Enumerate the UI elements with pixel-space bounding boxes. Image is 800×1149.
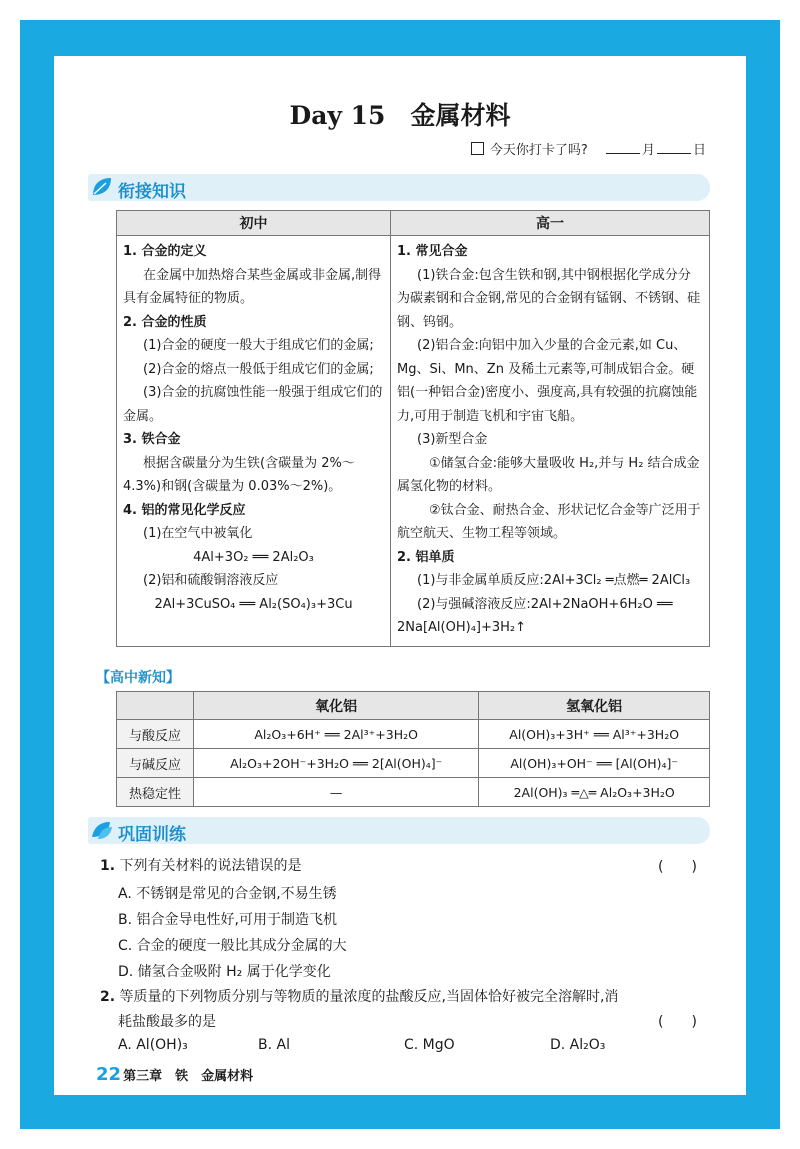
alumina-table <box>116 691 710 807</box>
content-line: (1)与非金属单质反应:2Al+3Cl₂ ═点燃═ 2AlCl₃ <box>417 573 691 588</box>
chapter-title: 第三章 铁 金属材料 <box>123 1069 254 1084</box>
content-line: ①储氢合金:能够大量吸收 H₂,并与 H₂ 结合成金属氢化物的材料。 <box>397 455 700 494</box>
option-b[interactable]: B. 铝合金导电性好,可用于制造飞机 <box>118 912 337 928</box>
right-border <box>746 20 780 1095</box>
page-number: 22 <box>96 1064 122 1085</box>
answer-blank[interactable]: ( ) <box>658 1014 697 1030</box>
day-blank[interactable] <box>657 141 691 154</box>
content-heading: 1. 合金的定义 <box>123 244 207 259</box>
table-cell: — <box>194 778 479 807</box>
question-number: 1. <box>100 858 116 874</box>
checkin-row <box>471 139 706 158</box>
section-title: 衔接知识 <box>118 182 186 202</box>
leaf-icon <box>90 819 114 841</box>
senior-content <box>391 236 710 647</box>
table-header-blank <box>117 692 194 720</box>
question-number: 2. <box>100 989 116 1005</box>
row-label: 与酸反应 <box>117 720 194 749</box>
content-line: 在金属中加热熔合某些金属或非金属,制得具有金属特征的物质。 <box>123 267 382 306</box>
section-bar-bridging <box>88 174 710 201</box>
page-footer <box>96 1064 253 1085</box>
content-line: ②钛合金、耐热合金、形状记忆合金等广泛用于航空航天、生物工程等领域。 <box>397 502 701 541</box>
section-bar-practice <box>88 817 710 844</box>
content-line: (2)合金的熔点一般低于组成它们的金属; <box>143 361 374 377</box>
content-line: (1)合金的硬度一般大于组成它们的金属; <box>143 338 374 353</box>
table-header-hydroxide: 氢氧化铝 <box>479 692 710 720</box>
table-row <box>117 720 710 749</box>
bottom-border <box>20 1095 780 1129</box>
option-d[interactable]: D. 储氢合金吸附 H₂ 属于化学变化 <box>118 964 331 980</box>
table-cell: Al₂O₃+2OH⁻+3H₂O ══ 2[Al(OH)₄]⁻ <box>194 749 479 778</box>
row-label: 与碱反应 <box>117 749 194 778</box>
question-text: 等质量的下列物质分别与等物质的量浓度的盐酸反应,当固体恰好被完全溶解时,消 <box>119 989 619 1005</box>
section-title: 巩固训练 <box>118 825 186 845</box>
option-a[interactable]: A. Al(OH)₃ <box>118 1037 188 1053</box>
content-line: (2)铝和硫酸铜溶液反应 <box>143 573 279 588</box>
month-blank[interactable] <box>606 141 640 154</box>
left-border <box>20 20 54 1095</box>
option-d[interactable]: D. Al₂O₃ <box>550 1037 606 1053</box>
answer-blank[interactable]: ( ) <box>658 859 697 875</box>
content-line: (1)铁合金:包含生铁和钢,其中钢根据化学成分分为碳素钢和合金钢,常见的合金钢有锰钢、不锈钢、硅钢、钨钢。 <box>397 267 701 330</box>
leaf-icon <box>90 176 114 198</box>
content-line: (2)与强碱溶液反应:2Al+2NaOH+6H₂O ══ 2Na[Al(OH)₄]+3H₂↑ <box>397 596 673 635</box>
content-line: (3)合金的抗腐蚀性能一般强于组成它们的金属。 <box>123 385 383 424</box>
table-cell: Al(OH)₃+OH⁻ ══ [Al(OH)₄]⁻ <box>479 749 710 778</box>
col-header-junior: 初中 <box>117 211 391 236</box>
junior-content <box>117 236 391 647</box>
question-1-stem <box>100 856 302 876</box>
question-text: 下列有关材料的说法错误的是 <box>119 858 302 874</box>
content-line: 根据含碳量分为生铁(含碳量为 2%～4.3%)和钢(含碳量为 0.03%～2%)。 <box>123 455 355 494</box>
checkin-text: 今天你打卡了吗? <box>489 143 588 158</box>
table-row <box>117 749 710 778</box>
question-2-stem <box>100 987 618 1007</box>
table-row <box>117 778 710 807</box>
day-label: 日 <box>692 143 706 158</box>
checkin-checkbox[interactable] <box>471 142 484 155</box>
content-line: (2)铝合金:向铝中加入少量的合金元素,如 Cu、Mg、Si、Mn、Zn 及稀土元素等,可制成铝合金。硬铝(一种铝合金)密度小、强度高,具有较强的抗腐蚀能力,可用于制造飞机和宇宙飞船。 <box>397 338 698 424</box>
content-heading: 2. 合金的性质 <box>123 314 207 330</box>
content-line: 2Al+3CuSO₄ ══ Al₂(SO₄)₃+3Cu <box>154 596 353 612</box>
option-c[interactable]: C. MgO <box>404 1037 455 1053</box>
content-line: 4Al+3O₂ ══ 2Al₂O₃ <box>193 549 314 565</box>
question-text-cont: 耗盐酸最多的是 <box>118 1014 216 1030</box>
option-b[interactable]: B. Al <box>258 1037 290 1053</box>
content-line: (3)新型合金 <box>417 432 488 447</box>
bridging-table <box>116 210 710 647</box>
content-heading: 3. 铁合金 <box>123 432 181 447</box>
content-heading: 2. 铝单质 <box>397 549 455 565</box>
content-heading: 1. 常见合金 <box>397 244 468 259</box>
option-c[interactable]: C. 合金的硬度一般比其成分金属的大 <box>118 938 347 954</box>
col-header-senior: 高一 <box>391 211 710 236</box>
month-label: 月 <box>641 143 655 158</box>
table-cell: Al(OH)₃+3H⁺ ══ Al³⁺+3H₂O <box>479 720 710 749</box>
option-a[interactable]: A. 不锈钢是常见的合金钢,不易生锈 <box>118 886 337 902</box>
page <box>54 56 746 1095</box>
table-cell: 2Al(OH)₃ ═△═ Al₂O₃+3H₂O <box>479 778 710 807</box>
content-line: (1)在空气中被氧化 <box>143 526 253 541</box>
table-header-alumina: 氧化铝 <box>194 692 479 720</box>
content-heading: 4. 铝的常见化学反应 <box>123 502 246 518</box>
row-label: 热稳定性 <box>117 778 194 807</box>
subheading-new-knowledge: 【高中新知】 <box>96 670 180 686</box>
table-cell: Al₂O₃+6H⁺ ══ 2Al³⁺+3H₂O <box>194 720 479 749</box>
page-title: Day 15 金属材料 <box>289 101 511 130</box>
top-border <box>20 20 780 56</box>
